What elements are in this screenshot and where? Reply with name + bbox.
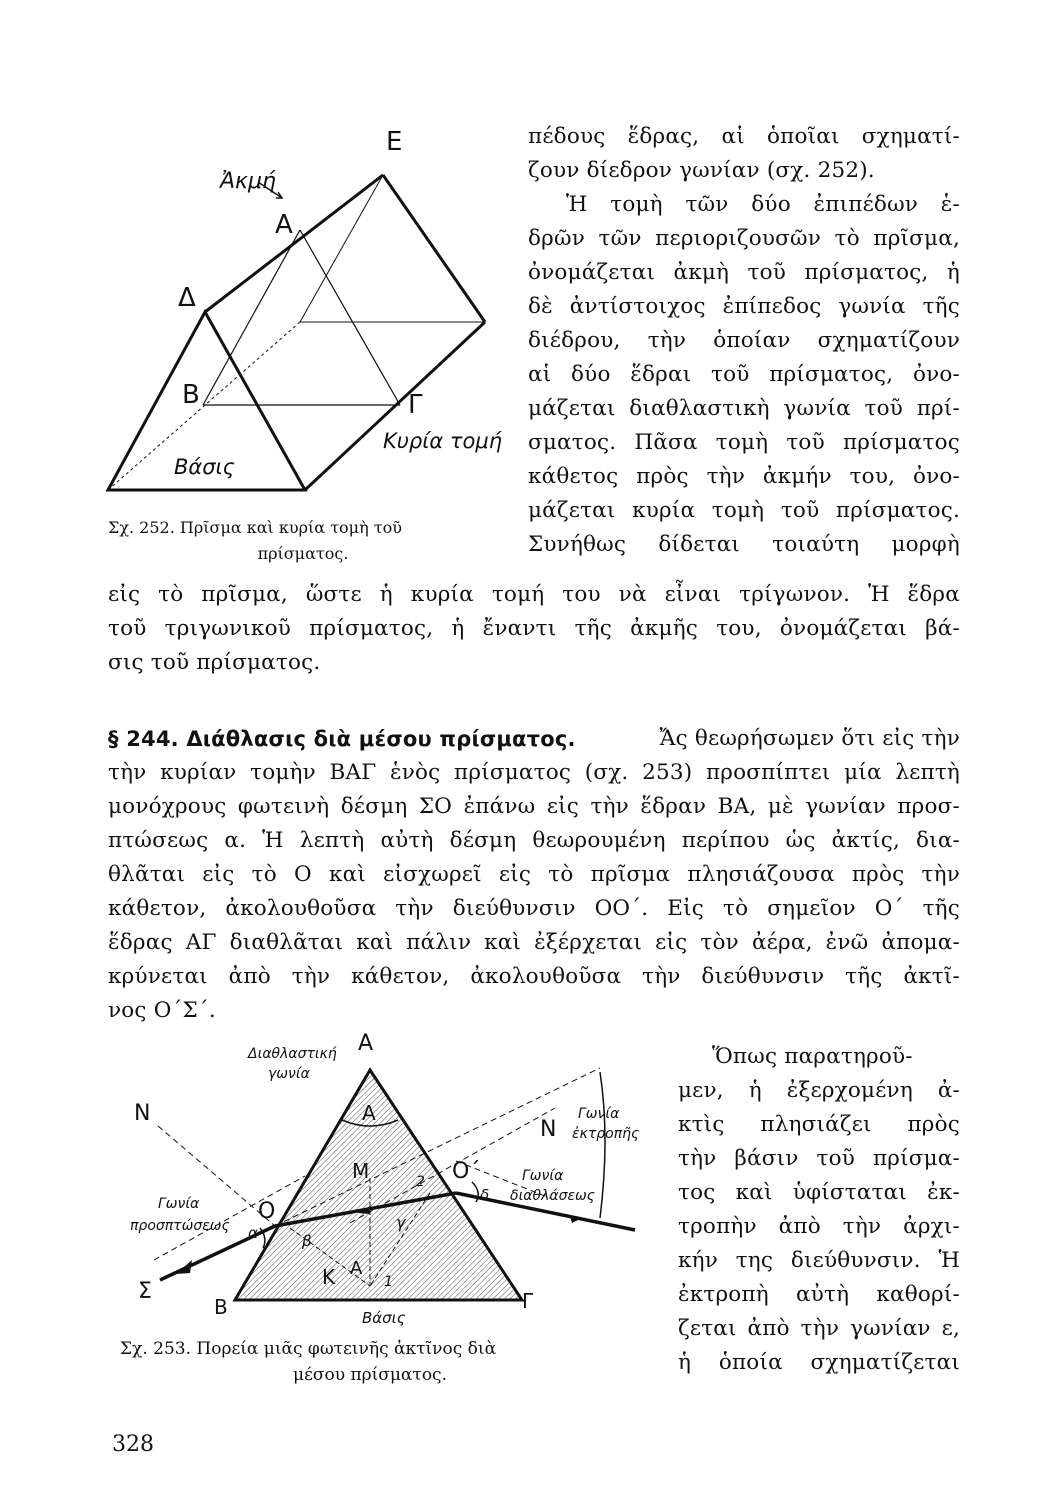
text-line: τὴν κυρίαν τομὴν ΒΑΓ ἑνὸς πρίσματος (σχ. 253) προσπίπτει μία λεπτὴ [108, 760, 960, 785]
text-line: ἡ ὁποία σχηματίζεται [678, 1350, 960, 1375]
text-line: δρῶν τῶν περιοριζουσῶν τὸ πρῖσμα, [528, 226, 960, 251]
fig252-label-main-section: Κυρία τομή [383, 429, 503, 453]
text-line: μεν, ἡ ἐξερχομένη ἀ- [678, 1078, 960, 1103]
text-line: ὀνομάζεται ἀκμὴ τοῦ πρίσματος, ἡ [528, 260, 960, 285]
text-line: Ἡ τομὴ τῶν δύο ἐπιπέδων ἑ- [566, 192, 960, 217]
fig253-refracting-angle-1: Διαθλαστική [248, 1046, 337, 1062]
text-line: κρύνεται ἀπὸ τὴν κάθετον, ἀκολουθοῦσα τὴν διεύθυνσιν τῆς ἀκτῖ- [108, 964, 960, 989]
page-number: 328 [112, 1432, 154, 1457]
fig253-label-beta: β [302, 1232, 312, 1250]
text-line: ζεται ἀπὸ τὴν γωνίαν ε, [678, 1316, 960, 1341]
fig253-label-S: Σ [138, 1279, 152, 1304]
fig253-label-N: N [134, 1101, 151, 1126]
text-line: μονόχρους φωτεινὴ δέσμη ΣΟ ἐπάνω εἰς τὴν ἕδραν ΒΑ, μὲ γωνίαν προσ- [108, 794, 960, 819]
text-line: σις τοῦ πρίσματος. [108, 650, 321, 675]
fig253-deviation-1: Γωνία [578, 1106, 620, 1122]
section-first-line-rest: Ἄς θεωρήσωμεν ὅτι εἰς τὴν [659, 726, 960, 751]
text-line: ἐκτροπὴ αὐτὴ καθορί- [678, 1282, 960, 1307]
fig253-label-O: O [258, 1199, 276, 1224]
fig253-label-K: K [322, 1265, 336, 1289]
fig253-label-base: Βάσις [362, 1309, 406, 1327]
fig253-label-Aangle: A [362, 1101, 376, 1125]
caption-252-line-1: Σχ. 252. Πρῖσμα καὶ κυρία τομὴ τοῦ [108, 518, 402, 537]
text-line: κάθετος πρὸς τὴν ἀκμήν του, ὀνο- [528, 464, 960, 489]
caption-253-line-2: μέσου πρίσματος. [293, 1365, 447, 1385]
fig252-label-B: B [182, 380, 200, 410]
text-line: κήν της διεύθυνσιν. Ἡ [678, 1248, 960, 1273]
text-line: τὴν βάσιν τοῦ πρίσμα- [678, 1146, 960, 1171]
text-line: πτώσεως α. Ἡ λεπτὴ αὐτὴ δέσμη θεωρουμένη περίπου ὡς ἀκτίς, δια- [108, 828, 960, 853]
fig252-label-G: Γ [408, 390, 423, 420]
fig253-label-G: Γ [522, 1289, 534, 1313]
text-line: θλᾶται εἰς τὸ Ο καὶ εἰσχωρεῖ εἰς τὸ πρῖσμα πλησιάζουσα πρὸς τὴν [108, 862, 960, 887]
fig253-label-N2: N [540, 1117, 557, 1142]
fig253-label-B: B [214, 1295, 228, 1319]
figure-252-prism [100, 120, 520, 520]
caption-253-line-1: Σχ. 253. Πορεία μιᾶς φωτεινῆς ἀκτῖνος διὰ [120, 1339, 497, 1359]
fig253-label-M: M [352, 1159, 370, 1183]
text-line: πέδους ἕδρας, αἱ ὁποῖαι σχηματί- [528, 124, 960, 149]
fig253-refraction-1: Γωνία [522, 1168, 564, 1184]
fig253-label-delta: δ [480, 1186, 490, 1204]
fig252-label-A: A [275, 210, 293, 240]
text-line: κτὶς πλησιάζει πρὸς [678, 1112, 960, 1137]
text-line: δὲ ἀντίστοιχος ἐπίπεδος γωνία τῆς [528, 294, 960, 319]
text-line: τροπὴν ἀπὸ τὴν ἀρχι- [678, 1214, 960, 1239]
caption-252-line-2: πρίσματος. [257, 544, 349, 563]
fig252-label-base: Βάσις [174, 455, 235, 479]
text-line: ζουν δίεδρον γωνίαν (σχ. 252). [528, 158, 875, 183]
fig253-label-O2: O΄ [452, 1159, 481, 1184]
text-line: σματος. Πᾶσα τομὴ τοῦ πρίσματος [528, 430, 960, 455]
text-line: διέδρου, τὴν ὁποίαν σχηματίζουν [528, 328, 960, 353]
fig253-label-Aangle2: A [350, 1258, 363, 1279]
fig253-refraction-2: διαθλάσεως [510, 1188, 595, 1204]
fig253-incidence-2: προσπτώσεως [130, 1218, 230, 1234]
text-line: νος Ο΄Σ΄. [108, 998, 216, 1023]
fig253-deviation-2: ἐκτροπῆς [572, 1126, 640, 1142]
fig253-refracting-angle-2: γωνία [268, 1066, 310, 1082]
fig252-label-E: E [386, 127, 403, 157]
text-line: κάθετον, ἀκολουθοῦσα τὴν διεύθυνσιν ΟΟ΄. Εἰς τὸ σημεῖον Ο΄ τῆς [108, 896, 960, 921]
text-line: Ὅπως παρατηροῦ- [712, 1044, 913, 1069]
section-244-first-line [108, 722, 960, 756]
fig253-label-A: A [358, 1031, 374, 1056]
text-line: τος καὶ ὑφίσταται ἐκ- [678, 1180, 960, 1205]
fig253-label-two: 2 [416, 1174, 425, 1190]
fig253-label-one: 1 [384, 1274, 393, 1290]
section-heading: § 244. Διάθλασις διὰ μέσου πρίσματος. [108, 727, 576, 751]
fig253-incidence-1: Γωνία [158, 1196, 200, 1212]
text-line: Συνήθως δίδεται τοιαύτη μορφὴ [528, 532, 960, 557]
text-line: μάζεται διαθλαστικὴ γωνία τοῦ πρί- [528, 396, 960, 421]
text-line: ἕδρας ΑΓ διαθλᾶται καὶ πάλιν καὶ ἐξέρχεται εἰς τὸν ἀέρα, ἐνῶ ἀπομα- [108, 930, 960, 955]
text-line: αἱ δύο ἕδραι τοῦ πρίσματος, ὀνο- [528, 362, 960, 387]
text-line: μάζεται κυρία τομὴ τοῦ πρίσματος. [528, 498, 960, 523]
text-line: εἰς τὸ πρῖσμα, ὥστε ἡ κυρία τομή του νὰ εἶναι τρίγωνον. Ἡ ἕδρα [108, 582, 960, 607]
text-line: τοῦ τριγωνικοῦ πρίσματος, ἡ ἔναντι τῆς ἀκμῆς του, ὀνομάζεται βά- [108, 616, 960, 641]
fig253-label-alpha: α [248, 1224, 258, 1242]
fig252-label-edge: Ἀκμή [220, 169, 276, 194]
figure-253-prism-refraction [130, 1028, 650, 1328]
fig253-label-gamma: γ [396, 1213, 406, 1232]
fig252-label-D: Δ [178, 283, 196, 313]
